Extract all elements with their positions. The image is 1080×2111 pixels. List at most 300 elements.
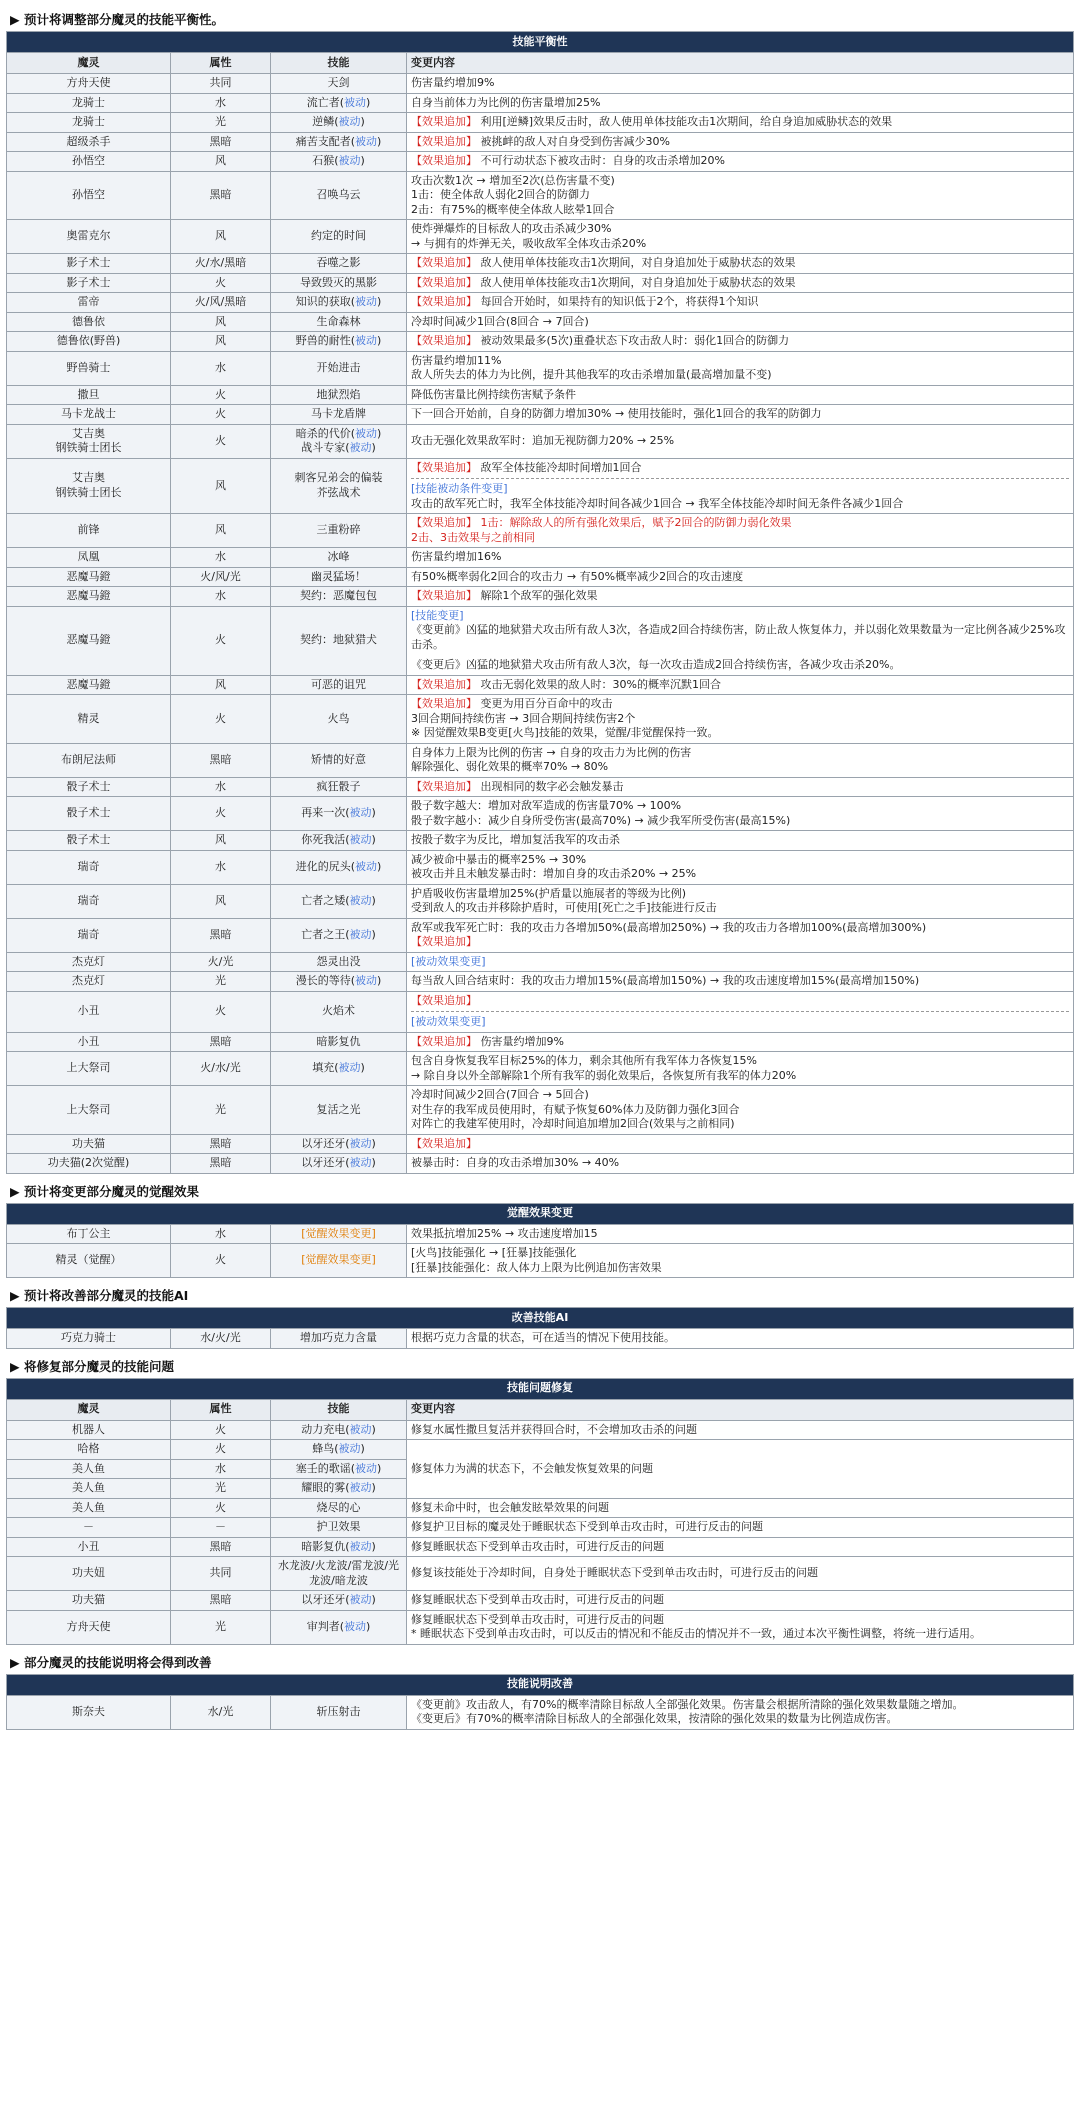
table-row — [7, 850, 1074, 884]
table-row — [7, 587, 1074, 607]
skill-cell: 耀眼的雾(被动) — [271, 1479, 407, 1499]
change-cell: 效果抵抗增加25% → 攻击速度增加15 — [407, 1224, 1074, 1244]
skill-cell — [271, 254, 407, 274]
desc-table — [6, 1674, 1074, 1730]
change-line: 奥雷克尔 — [66, 229, 111, 243]
skill-cell — [271, 567, 407, 587]
skill-cell — [271, 74, 407, 94]
monster-cell — [7, 1052, 171, 1086]
change-line: * 睡眠状态下受到单击攻击时，可以反击的情况和不能反击的情况并不一致，通过本次平衡性调整，将统一进行适用。 — [411, 1627, 981, 1640]
change-cell — [407, 1134, 1074, 1154]
change-cell — [407, 1695, 1074, 1729]
change-cell — [407, 132, 1074, 152]
table-row — [7, 74, 1074, 94]
table-row — [7, 332, 1074, 352]
change-line: 功夫猫(2次觉醒) — [47, 1156, 130, 1169]
attr-cell: 火/水/光 — [171, 1052, 271, 1086]
monster-cell — [7, 74, 171, 94]
table-row — [7, 1154, 1074, 1174]
effect-tag: 【效果追加】 — [411, 697, 477, 710]
table-row — [7, 1224, 1074, 1244]
change-line: 对生存的我军成员使用时，有赋予恢复60%体力及防御力强化3回合 — [411, 1102, 740, 1116]
table-row — [7, 1329, 1074, 1349]
balance-body — [7, 74, 1074, 1174]
attr-cell: 黑暗 — [171, 743, 271, 777]
table-row — [7, 220, 1074, 254]
monster-cell — [7, 675, 171, 695]
skill-name: 以牙还牙 — [301, 1156, 346, 1169]
table-row — [7, 606, 1074, 675]
change-cell — [407, 587, 1074, 607]
change-text: 敌军全体技能冷却时间增加1回合 — [480, 460, 642, 474]
change-cell — [407, 884, 1074, 918]
attr-cell: 火 — [171, 273, 271, 293]
passive-tag: 被动 — [338, 115, 361, 128]
passive-wrap: (被动) — [350, 295, 382, 308]
change-line: 瑞奇 — [77, 927, 100, 941]
table-row — [7, 424, 1074, 458]
effect-tag: 【效果追加】 — [411, 677, 477, 691]
table-row — [7, 1591, 1074, 1611]
passive-tag: 被动 — [349, 1593, 372, 1606]
monster-cell — [7, 293, 171, 313]
skill-cell — [271, 132, 407, 152]
change-cell — [407, 254, 1074, 274]
passive-tag: 被动 — [349, 833, 372, 846]
monster-cell — [7, 850, 171, 884]
change-line: 1击：使全体敌人弱化2回合的防御力 — [411, 188, 590, 201]
monster-cell — [7, 132, 171, 152]
skill-name: 怨灵出没 — [316, 954, 361, 968]
skill-name: 以牙还牙 — [301, 1593, 346, 1606]
header-attr: 属性 — [171, 53, 271, 74]
change-line: 2击、3击效果与之前相同 — [411, 530, 535, 544]
change-line: 艾吉奥 — [72, 426, 105, 440]
change-cell — [407, 514, 1074, 548]
monster-cell: 美人鱼 — [7, 1479, 171, 1499]
monster-cell — [7, 743, 171, 777]
monster-cell — [7, 918, 171, 952]
table-row — [7, 1695, 1074, 1729]
change-cell — [407, 606, 1074, 675]
passive-wrap: (被动) — [339, 95, 371, 109]
change-line: 恶魔马鐙 — [66, 589, 111, 602]
change-line: 3回合期间持续伤害 → 3回合期间持续伤害2个 — [411, 711, 636, 725]
skill-cell — [271, 1154, 407, 1174]
passive-tag: 被动 — [355, 134, 377, 148]
change-line: 修复睡眠状态下受到单击攻击时，可进行反击的问题 — [411, 1612, 664, 1626]
attr-cell: 黑暗 — [171, 1537, 271, 1557]
skill-cell — [271, 312, 407, 332]
skill-name: 生命森林 — [316, 314, 361, 328]
skill-name: 约定的时间 — [311, 229, 366, 243]
passive-tag: 被动 — [349, 441, 372, 454]
change-line: 马卡龙战士 — [61, 407, 116, 420]
skill-line — [275, 427, 402, 442]
change-line: 《变更后》凶猛的地狱猎犬攻击所有敌人3次，每一次攻击造成2回合持续伤害，各减少攻击杀20%。 — [411, 658, 901, 671]
change-cell: 修复体力为满的状态下，不会触发恢复效果的问题 — [407, 1440, 1074, 1499]
passive-wrap: (被动) — [345, 806, 376, 820]
skill-cell — [271, 220, 407, 254]
desc-caption: 技能说明改善 — [7, 1674, 1074, 1695]
section-title-balance: ▶ 预计将调整部分魔灵的技能平衡性。 — [10, 12, 224, 27]
monster-cell — [7, 93, 171, 113]
attr-cell: 风 — [171, 220, 271, 254]
attr-cell: 黑暗 — [171, 171, 271, 220]
skill-name: 知识的获取 — [295, 295, 351, 308]
change-text: 解除1个敌军的强化效果 — [480, 589, 598, 602]
attr-cell: 黑暗 — [171, 918, 271, 952]
change-line: 杰克灯 — [72, 974, 105, 987]
attr-cell: 光 — [171, 972, 271, 992]
change-cell — [407, 312, 1074, 332]
skill-cell — [271, 918, 407, 952]
skill-name: 以牙还牙 — [301, 1136, 346, 1150]
skill-cell: 水龙波/火龙波/雷龙波/光龙波/暗龙波 — [271, 1557, 407, 1591]
monster-cell — [7, 312, 171, 332]
monster-cell — [7, 273, 171, 293]
skill-cell: 动力充电(被动) — [271, 1420, 407, 1440]
monster-cell — [7, 777, 171, 797]
skill-name: 召唤乌云 — [316, 188, 361, 201]
change-line: 凤凰 — [77, 550, 100, 563]
change-line: [狂暴]技能强化：敌人体力上限为比例追加伤害效果 — [411, 1260, 662, 1274]
header-change: 变更内容 — [407, 1399, 1074, 1420]
monster-cell: 布丁公主 — [7, 1224, 171, 1244]
attr-cell: 水 — [171, 1224, 271, 1244]
change-line: 瑞奇 — [77, 893, 100, 907]
attr-cell: 黑暗 — [171, 1591, 271, 1611]
passive-wrap: (被动) — [345, 893, 376, 907]
change-text: 1击：解除敌人的所有强化效果后，赋予2回合的防御力弱化效果 — [480, 516, 792, 529]
header-monster: 魔灵 — [7, 53, 171, 74]
monster-cell — [7, 385, 171, 405]
attr-cell: 光 — [171, 1610, 271, 1644]
attr-cell: 火/风/黑暗 — [171, 293, 271, 313]
skill-name: 导致毁灭的黑影 — [300, 275, 377, 289]
change-cell — [407, 567, 1074, 587]
change-line: 前锋 — [77, 523, 100, 537]
skill-cell — [271, 972, 407, 992]
awaken-tag: [觉醒效果变更] — [271, 1224, 407, 1244]
change-cell: 修复睡眠状态下受到单击攻击时，可进行反击的问题 — [407, 1591, 1074, 1611]
skill-cell — [271, 514, 407, 548]
change-line: [被动效果变更] — [411, 1015, 486, 1028]
change-line: 小丑 — [77, 1034, 100, 1048]
passive-tag: 被动 — [349, 927, 372, 941]
header-monster: 魔灵 — [7, 1399, 171, 1420]
skill-name: 亡者之王 — [301, 927, 346, 941]
change-line: 上大祭司 — [66, 1061, 111, 1075]
passive-tag: 被动 — [349, 1481, 372, 1494]
passive-wrap: (被动) — [350, 134, 382, 148]
change-line: 伤害量约增加11% — [411, 353, 502, 367]
skill-cell — [271, 548, 407, 568]
change-cell — [407, 293, 1074, 313]
monster-cell — [7, 972, 171, 992]
monster-cell — [7, 548, 171, 568]
attr-cell: 光 — [171, 1479, 271, 1499]
table-row — [7, 1518, 1074, 1538]
table-row — [7, 1244, 1074, 1278]
change-line: 每当敌人回合结束时：我的攻击力增加15%(最高增加150%) → 我的攻击速度增加15%(最高增加150%) — [411, 974, 920, 987]
passive-tag: 被动 — [355, 426, 377, 440]
skill-cell — [271, 1052, 407, 1086]
change-text: 按骰子数字为反比，增加复活我军的攻击杀 — [411, 833, 620, 846]
monster-cell — [7, 1134, 171, 1154]
attr-cell: 黑暗 — [171, 1134, 271, 1154]
skill-name: 幽灵猛场！ — [311, 569, 366, 583]
change-text: 有50%概率弱化2回合的攻击力 → 有50%概率减少2回合的攻击速度 — [411, 569, 744, 583]
awaken-tag: [觉醒效果变更] — [271, 1244, 407, 1278]
change-line: 方舟天使 — [66, 76, 111, 89]
skill-name: 天剑 — [327, 76, 350, 89]
monster-cell: 斯奈夫 — [7, 1695, 171, 1729]
table-row — [7, 458, 1074, 514]
skill-name: 石猴 — [312, 154, 335, 167]
change-line: 上大祭司 — [66, 1102, 111, 1116]
change-cell: 修复该技能处于冷却时间，自身处于睡眠状态下受到单击攻击时，可进行反击的问题 — [407, 1557, 1074, 1591]
table-row — [7, 1420, 1074, 1440]
change-cell — [407, 424, 1074, 458]
table-row — [7, 152, 1074, 172]
change-cell — [407, 797, 1074, 831]
change-cell — [407, 1154, 1074, 1174]
monster-cell — [7, 514, 171, 548]
change-line: 瑞奇 — [77, 859, 100, 873]
monster-cell — [7, 884, 171, 918]
change-cell — [407, 695, 1074, 744]
monster-cell — [7, 254, 171, 274]
passive-tag: 被动 — [349, 806, 372, 820]
change-cell — [407, 332, 1074, 352]
skill-cell — [271, 93, 407, 113]
skill-cell — [271, 332, 407, 352]
change-cell: 修复护卫目标的魔灵处于睡眠状态下受到单击攻击时，可进行反击的问题 — [407, 1518, 1074, 1538]
skill-name: 填充 — [312, 1061, 335, 1075]
skill-cell: 蜂鸟(被动) — [271, 1440, 407, 1460]
table-row — [7, 884, 1074, 918]
attr-cell: 火 — [171, 385, 271, 405]
change-cell — [407, 991, 1074, 1032]
change-line: 精灵 — [77, 711, 100, 725]
skill-name: 流亡者 — [306, 95, 340, 109]
passive-tag: 被动 — [338, 154, 361, 167]
change-cell: 修复睡眠状态下受到单击攻击时，可进行反击的问题 — [407, 1537, 1074, 1557]
change-line: 被攻击并且未触发暴击时：增加自身的攻击杀20% → 25% — [411, 867, 697, 880]
attr-cell: 光 — [171, 113, 271, 133]
table-row — [7, 351, 1074, 385]
change-line: 德鲁依(野兽) — [56, 334, 121, 347]
attr-cell: 风 — [171, 675, 271, 695]
change-line: 德鲁依 — [72, 314, 105, 328]
passive-wrap: (被动) — [350, 334, 382, 347]
passive-wrap: (被动) — [350, 426, 382, 440]
passive-tag: 被动 — [349, 893, 372, 907]
monster-cell — [7, 952, 171, 972]
change-line: 护盾吸收伤害量增加25%(护盾量以施展者的等级为比例) — [411, 886, 687, 900]
monster-cell: 美人鱼 — [7, 1498, 171, 1518]
header-change: 变更内容 — [407, 53, 1074, 74]
skill-cell: 审判者(被动) — [271, 1610, 407, 1644]
section-title-ai: ▶ 预计将改善部分魔灵的技能AI — [10, 1288, 189, 1303]
skill-name: 吞噬之影 — [316, 256, 361, 269]
change-text: 利用[逆鳞]效果反击时，敌人使用单体技能攻击1次期间，给自身追加威胁状态的效果 — [480, 115, 893, 128]
skill-cell — [271, 113, 407, 133]
attr-cell: 风 — [171, 514, 271, 548]
change-text: 攻击无强化效果敌军时：追加无视防御力20% → 25% — [411, 433, 675, 447]
passive-wrap: (被动) — [345, 441, 376, 454]
skill-name: 可恶的诅咒 — [311, 677, 366, 691]
passive-tag: 被动 — [355, 334, 377, 347]
effect-tag: 【效果追加】 — [411, 779, 477, 793]
change-cell — [407, 1032, 1074, 1052]
passive-wrap: (被动) — [350, 859, 382, 873]
change-line: 骰子术士 — [66, 779, 111, 793]
change-line: 包含自身恢复我军目标25%的体力，剩余其他所有我军体力各恢复15% — [411, 1054, 757, 1067]
skill-cell — [271, 587, 407, 607]
monster-cell: 美人鱼 — [7, 1459, 171, 1479]
skill-cell — [271, 850, 407, 884]
skill-cell — [271, 1086, 407, 1135]
skill-name: 逆鳞 — [312, 115, 335, 128]
attr-cell: 风 — [171, 458, 271, 514]
skill-name: 三重粉碎 — [316, 523, 361, 537]
table-row — [7, 548, 1074, 568]
change-line: 钢铁骑士团长 — [55, 441, 122, 454]
skill-cell — [271, 991, 407, 1032]
skill-name: 刺客兄弟会的偏装 — [294, 471, 383, 485]
change-line: 《变更前》攻击敌人，有70%的概率清除目标敌人全部强化效果。伤害量会根据所清除的强化效果数量随之增加。 — [411, 1697, 964, 1711]
attr-cell: 火 — [171, 405, 271, 425]
effect-tag: 【效果追加】 — [411, 1136, 477, 1150]
change-line: [火鸟]技能强化 → [狂暴]技能强化 — [411, 1246, 577, 1259]
effect-tag: 【效果追加】 — [411, 295, 477, 308]
change-text: 下一回合开始前，自身的防御力增加30% → 使用技能时，强化1回合的我军的防御力 — [411, 407, 822, 420]
effect-tag: 【效果追加】 — [411, 589, 477, 602]
skill-name: 动力充电 — [301, 1422, 346, 1436]
passive-wrap: (被动) — [345, 1156, 376, 1169]
skill-cell — [271, 152, 407, 172]
table-row — [7, 797, 1074, 831]
passive-wrap: (被动) — [334, 154, 365, 167]
table-row — [7, 171, 1074, 220]
attr-cell: 黑暗 — [171, 1032, 271, 1052]
change-line: 野兽骑士 — [66, 360, 111, 374]
section-title-fix: ▶ 将修复部分魔灵的技能问题 — [10, 1358, 174, 1374]
change-cell — [407, 831, 1074, 851]
skill-name: 痛苦支配者 — [295, 134, 351, 148]
change-text: 被暴击时：自身的攻击杀增加30% → 40% — [411, 1156, 620, 1169]
change-line: 雷帝 — [77, 295, 100, 308]
skill-name: 复活之光 — [316, 1102, 361, 1116]
change-line: 恶魔马鐙 — [66, 633, 111, 647]
passive-tag: 被动 — [344, 95, 366, 109]
attr-cell: 共同 — [171, 74, 271, 94]
change-cell — [407, 405, 1074, 425]
monster-cell: 巧克力骑士 — [7, 1329, 171, 1349]
monster-cell — [7, 606, 171, 675]
table-row — [7, 675, 1074, 695]
table-row — [7, 293, 1074, 313]
skill-name: 耀眼的雾 — [301, 1481, 346, 1494]
skill-name: 地狱烈焰 — [316, 387, 361, 401]
monster-cell — [7, 1032, 171, 1052]
skill-name: 芥弦战术 — [316, 485, 361, 499]
skill-cell: 斩压射击 — [271, 1695, 407, 1729]
attr-cell: － — [171, 1518, 271, 1538]
monster-cell: 功夫妞 — [7, 1557, 171, 1591]
attr-cell: 黑暗 — [171, 1154, 271, 1174]
attr-cell: 风 — [171, 332, 271, 352]
table-row — [7, 831, 1074, 851]
effect-tag: 【效果追加】 — [411, 256, 477, 269]
change-line: 影子术士 — [66, 275, 111, 289]
skill-cell: 增加巧克力含量 — [271, 1329, 407, 1349]
effect-tag: 【效果追加】 — [411, 134, 477, 148]
change-line: 小丑 — [77, 1004, 100, 1018]
monster-cell — [7, 1154, 171, 1174]
attr-cell: 水 — [171, 351, 271, 385]
table-row — [7, 695, 1074, 744]
change-line: 对阵亡的我建军使用时，冷却时间追加增加2回合(效果与之前相同) — [411, 1117, 735, 1130]
change-line: 自身体力上限为比例的伤害 → 自身的攻击力为比例的伤害 — [411, 745, 692, 759]
change-text: 冷却时间减少1回合(8回合 → 7回合) — [411, 314, 589, 328]
monster-cell — [7, 991, 171, 1032]
change-cell — [407, 385, 1074, 405]
passive-tag: 被动 — [349, 1422, 372, 1436]
change-text: 伤害量约增加16% — [411, 550, 502, 563]
attr-cell: 风 — [171, 152, 271, 172]
skill-name: 你死我活 — [301, 833, 346, 846]
table-row — [7, 113, 1074, 133]
change-line: 功夫猫 — [72, 1136, 105, 1150]
attr-cell: 火 — [171, 1498, 271, 1518]
change-line: 撒旦 — [77, 387, 100, 401]
change-cell — [407, 918, 1074, 952]
change-line: 钢铁骑士团长 — [55, 485, 122, 499]
passive-tag: 被动 — [344, 1619, 366, 1633]
monster-cell: 哈格 — [7, 1440, 171, 1460]
skill-cell: 以牙还牙(被动) — [271, 1591, 407, 1611]
table-row — [7, 1134, 1074, 1154]
change-text: 不可行动状态下被攻击时：自身的攻击杀增加20% — [480, 154, 725, 167]
skill-name: 审判者 — [306, 1619, 340, 1633]
skill-name: 亡者之矮 — [301, 893, 346, 907]
skill-name: 漫长的等待 — [295, 974, 351, 987]
change-line: 骰子数字越大：增加对敌军造成的伤害量70% → 100% — [411, 799, 682, 812]
change-line: 恶魔马鐙 — [66, 569, 111, 583]
awaken-table — [6, 1203, 1074, 1279]
change-line: [技能被动条件变更] — [411, 482, 508, 495]
monster-cell — [7, 351, 171, 385]
attr-cell: 火 — [171, 1420, 271, 1440]
skill-cell — [271, 606, 407, 675]
attr-cell: 黑暗 — [171, 132, 271, 152]
change-cell — [407, 273, 1074, 293]
skill-name: 野兽的耐性 — [295, 334, 351, 347]
change-cell — [407, 458, 1074, 514]
skill-cell — [271, 1134, 407, 1154]
skill-cell — [271, 675, 407, 695]
monster-cell — [7, 1086, 171, 1135]
change-text: 每回合开始时，如果持有的知识低于2个，将获得1个知识 — [480, 295, 759, 308]
skill-cell — [271, 884, 407, 918]
change-text: 敌人使用单体技能攻击1次期间，对自身追加处于威胁状态的效果 — [480, 256, 796, 269]
skill-name: 蜂鸟 — [312, 1442, 335, 1455]
skill-cell — [271, 1032, 407, 1052]
table-row — [7, 1557, 1074, 1591]
